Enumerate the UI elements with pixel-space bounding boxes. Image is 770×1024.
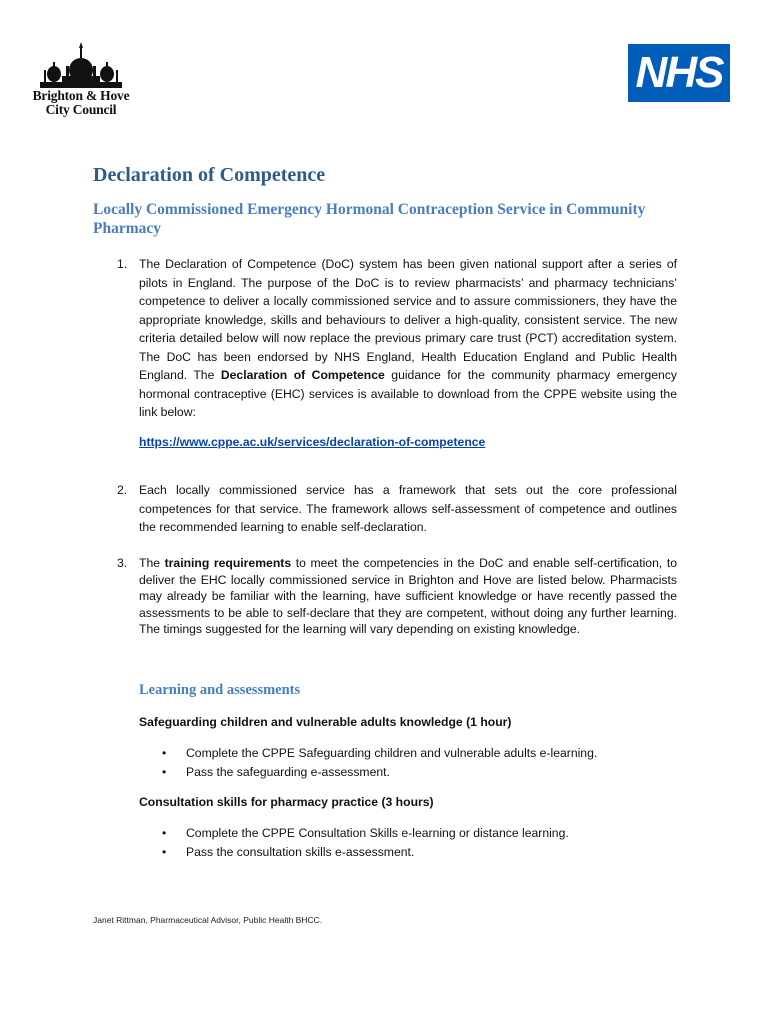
- paragraph-3: [117, 555, 677, 638]
- paragraph-text: The Declaration of Competence (DoC) system has been given national support after a series of pilots in England. The purpose of the DoC is to review pharmacists’ and pharmacy technicians’ competence to deliver a locally commissioned service and to assure commissioners, they have the appropriate knowledge, skills and behaviours to deliver a high-quality, consistent service. The new criteria detailed below will now replace the previous primary care trust (PCT) accreditation system. The DoC has been endorsed by NHS England, Health Education England and Public Health England. The: [139, 257, 677, 382]
- document-subtitle: Locally Commissioned Emergency Hormonal Contraception Service in Community Pharmacy: [93, 201, 646, 237]
- paragraph-1: [117, 255, 677, 422]
- paragraph-number: 3.: [117, 556, 128, 570]
- consultation-skills-heading: Consultation skills for pharmacy practice (3 hours): [139, 795, 434, 809]
- paragraph-text: The: [139, 556, 165, 570]
- nhs-logo: NHS: [628, 44, 730, 102]
- bullet-icon: •: [162, 845, 167, 859]
- paragraph-number: 1.: [117, 257, 128, 271]
- royal-pavilion-skyline-icon: [40, 42, 122, 88]
- paragraph-text: Each locally commissioned service has a framework that sets out the core professional competences for that service. The framework allows self-assessment of competence and outlines the recommended learning to enable self-declaration.: [139, 483, 677, 534]
- paragraph-bold-text: training requirements: [164, 556, 292, 570]
- paragraph-text: guidance for the community pharmacy emergency hormonal contraceptive (EHC) services is available to download from the CPPE website using the link below:: [139, 368, 677, 419]
- consultation-skills-list: [139, 824, 569, 862]
- list-item: [139, 744, 597, 763]
- paragraph-number: 2.: [117, 483, 128, 497]
- paragraph-bold-text: Declaration of Competence: [220, 368, 385, 382]
- list-item-text: Complete the CPPE Consultation Skills e-learning or distance learning.: [186, 826, 569, 840]
- list-item-text: Complete the CPPE Safeguarding children and vulnerable adults e-learning.: [186, 746, 598, 760]
- list-item: [139, 824, 569, 843]
- cppe-doc-link[interactable]: https://www.cppe.ac.uk/services/declaration-of-competence: [139, 435, 486, 449]
- paragraph-text: to meet the competencies in the DoC and enable self-certification, to deliver the EHC locally commissioned service in Brighton and Hove are listed below. Pharmacists may already be familiar with the learning, have sufficient knowledge or have recently passed the assessments to be able to self-declare that they are competent, without doing any further learning. The timings suggested for the learning will vary depending on existing knowledge.: [139, 556, 677, 636]
- document-title: Declaration of Competence: [93, 164, 326, 186]
- council-name-line1: Brighton & Hove: [32, 88, 130, 103]
- page-footer: Janet Rittman, Pharmaceutical Advisor, Public Health BHCC.: [93, 915, 323, 925]
- list-item: [139, 763, 597, 782]
- council-name-line2: City Council: [45, 102, 117, 117]
- bullet-icon: •: [162, 765, 167, 779]
- learning-section-heading: Learning and assessments: [139, 682, 301, 698]
- list-item: [139, 843, 569, 862]
- list-item-text: Pass the safeguarding e-assessment.: [186, 765, 390, 779]
- list-item-text: Pass the consultation skills e-assessment.: [186, 845, 415, 859]
- safeguarding-heading: Safeguarding children and vulnerable adults knowledge (1 hour): [139, 715, 512, 729]
- safeguarding-list: [139, 744, 597, 782]
- brighton-hove-council-logo: [22, 42, 140, 117]
- bullet-icon: •: [162, 746, 167, 760]
- bullet-icon: •: [162, 826, 167, 840]
- paragraph-2: [117, 481, 677, 537]
